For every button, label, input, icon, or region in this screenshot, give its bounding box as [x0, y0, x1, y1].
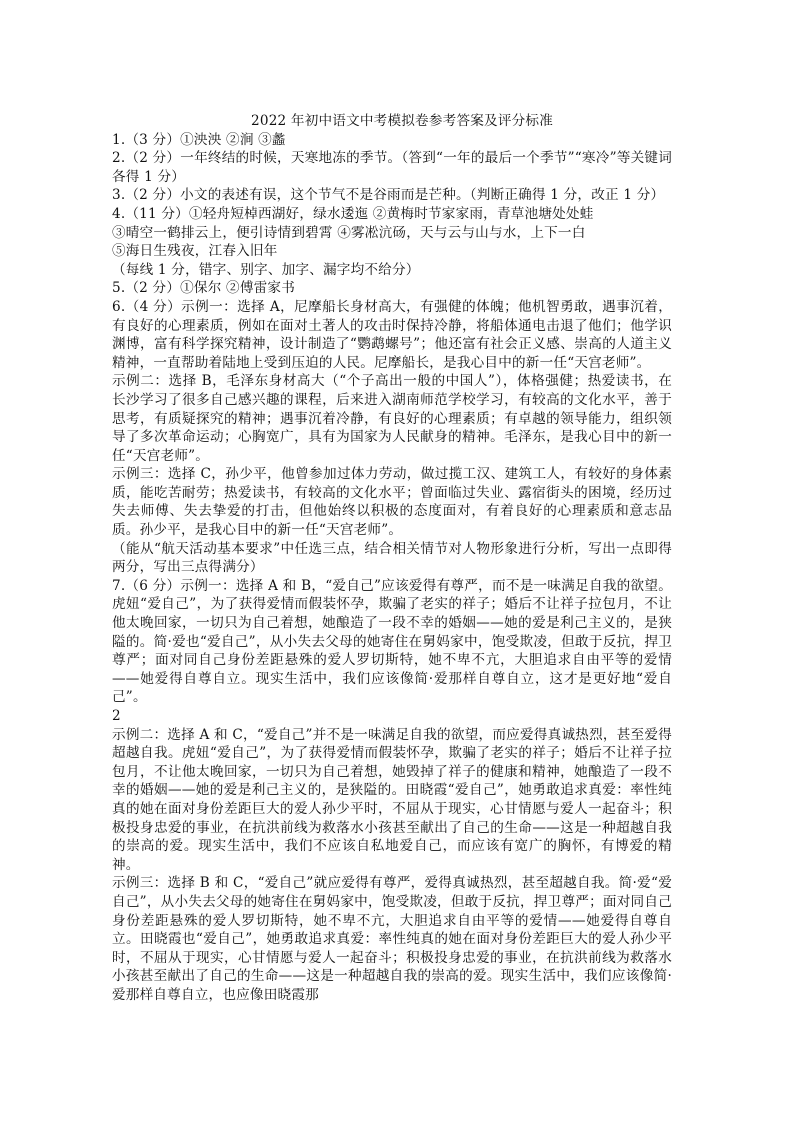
- answer-q4-line1: 4.（11 分）①轻舟短棹西湖好，绿水逶迤 ②黄梅时节家家雨，青草池塘处处蛙: [112, 205, 594, 222]
- answer-q6-example2: 示例二：选择 B，毛泽东身材高大（“个子高出一般的中国人”），体格强健；热爱读书，在长沙学习了很多自己感兴趣的课程，后来进入湖南师范学校学习，有较高的文化水平，善于思考，有质疑探究的精神；遇事沉着冷静，有良好的心理素质；有卓越的领导能力，组织领导了多次革命运动；心胸宽广，具有为国家为人民献身的精神。毛泽东，是我心目中的新一任“天宫老师”。: [112, 373, 672, 464]
- answer-q6-example3: 示例三：选择 C，孙少平，他曾参加过体力劳动，做过揽工汉、建筑工人，有较好的身体素质，能吃苦耐劳；热爱读书，有较高的文化水平；曾面临过失业、露宿街头的困境，经历过失去师傅、失去挚爱的打击，但他始终以积极的态度面对，有着良好的心理素质和意志品质。孙少平，是我心目中的新一任“天宫老师”。: [112, 466, 672, 539]
- answer-q2: 2.（2 分）一年终结的时候，天寒地冻的季节。（答到“一年的最后一个季节”“寒冷”等关键词各得 1 分）: [112, 150, 672, 185]
- page-number: 2: [112, 708, 121, 724]
- answer-q6-scoring: （能从“航天活动基本要求”中任选三点，结合相关情节对人物形象进行分析，写出一点即得两分，写出三点得满分）: [112, 540, 672, 576]
- answer-q4-line2: ③晴空一鹤排云上，便引诗情到碧霄 ④雾凇沆砀，天与云与山与水，上下一白: [112, 224, 586, 241]
- answer-q3: 3.（2 分）小文的表述有误，这个节气不是谷雨而是芒种。（判断正确得 1 分，改正 1 分）: [112, 187, 665, 204]
- answer-q6-example1: 6.（4 分）示例一：选择 A，尼摩船长身材高大，有强健的体魄；他机智勇敢，遇事沉着，有良好的心理素质，例如在面对土著人的攻击时保持冷静，将船体通电击退了他们；他学识渊博，富有科学探究精神，设计制造了“鹦鹉螺号”；他还富有社会正义感、崇高的人道主义精神，一直帮助着陆地上受到压迫的人民。尼摩船长，是我心目中的新一任“天宫老师”。: [112, 298, 672, 371]
- answer-q5: 5.（2 分）①保尔 ②傅雷家书: [112, 280, 295, 297]
- document-page: [112, 112, 672, 1005]
- answer-q1: 1.（3 分）①泱泱 ②涧 ③蠡: [112, 131, 286, 148]
- document-title: 2022 年初中语文中考模拟卷参考答案及评分标准: [251, 113, 553, 129]
- answer-q7-example3: 示例三：选择 B 和 C，“爱自己”就应爱得有尊严，爱得真诚热烈，甚至超越自我。简·爱“爱自己”，从小失去父母的她寄住在舅妈家中，饱受欺凌，但敢于反抗，捍卫尊严；面对同自己身份差距悬殊的爱人罗切斯特，她不卑不亢，大胆追求自由平等的爱情——她爱得自尊自立。田晓霞也“爱自己”，她勇敢追求真爱：率性纯真的她在面对身份差距巨大的爱人孙少平时，不屈从于现实，心甘情愿与爱人一起奋斗；积极投身忠爱的事业，在抗洪前线为救落水小孩甚至献出了自己的生命——这是一种超越自我的崇高的爱。现实生活中，我们应该像简·爱那样自尊自立，也应像田晓霞那: [112, 875, 672, 1003]
- answer-q7-example2: 示例二：选择 A 和 C，“爱自己”并不是一味满足自我的欲望，而应爱得真诚热烈，甚至爱得超越自我。虎妞“爱自己”，为了获得爱情而假装怀孕，欺骗了老实的祥子；婚后不让祥子拉包月，不让他太晚回家，一切只为自己着想，她毁掉了祥子的健康和精神，她酿造了一段不幸的婚姻——她的爱是利己主义的，是狭隘的。田晓霞“爱自己”，她勇敢追求真爱：率性纯真的她在面对身份差距巨大的爱人孙少平时，不屈从于现实，心甘情愿与爱人一起奋斗；积极投身忠爱的事业，在抗洪前线为救落水小孩甚至献出了自己的生命——这是一种超越自我的崇高的爱。现实生活中，我们不应该自私地爱自己，而应该有宽广的胸怀，有博爱的精神。: [112, 726, 672, 873]
- answer-q4-line3: ⑤海日生残夜，江春入旧年: [112, 243, 278, 260]
- answer-q4-scoring: （每线 1 分，错字、别字、加字、漏字均不给分）: [112, 261, 420, 278]
- answer-q7-example1: 7.（6 分）示例一：选择 A 和 B，“爱自己”应该爱得有尊严，而不是一味满足自我的欲望。虎妞“爱自己”，为了获得爱情而假装怀孕，欺骗了老实的祥子；婚后不让祥子拉包月，不让他太晚回家，一切只为自己着想，她酿造了一段不幸的婚姻——她的爱是利己主义的，是狭隘的。简·爱也“爱自己”，从小失去父母的她寄住在舅妈家中，饱受欺凌，但敢于反抗，捍卫尊严；面对同自己身份差距悬殊的爱人罗切斯特，她不卑不亢，大胆追求自由平等的爱情——她爱得自尊自立。现实生活中，我们应该像简·爱那样自尊自立，这才是更好地“爱自己”。: [112, 577, 672, 706]
